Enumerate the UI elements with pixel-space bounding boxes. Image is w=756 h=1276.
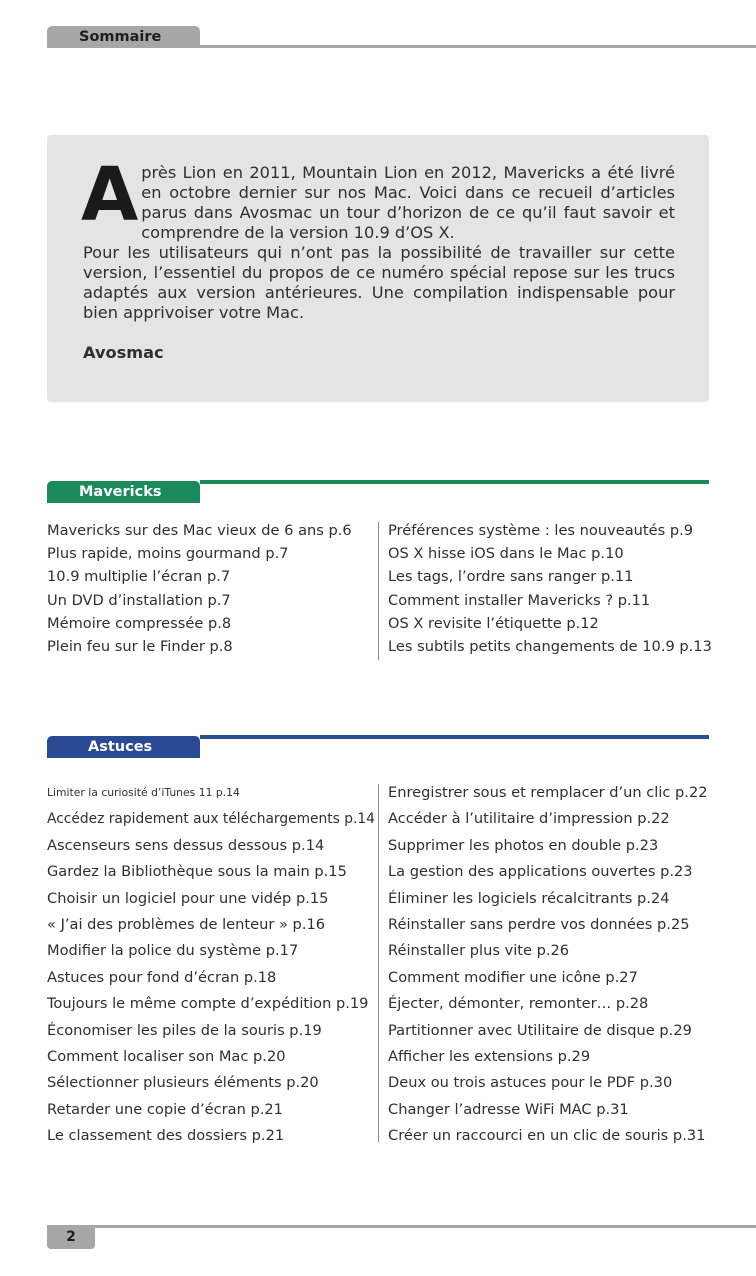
astuces-rule	[200, 735, 709, 739]
toc-entry[interactable]: Accédez rapidement aux téléchargements p.14	[47, 811, 375, 828]
toc-entry[interactable]: Accéder à l’utilitaire d’impression p.22	[388, 810, 670, 828]
toc-entry[interactable]: Choisir un logiciel pour une vidép p.15	[47, 889, 329, 907]
toc-entry[interactable]: Plus rapide, moins gourmand p.7	[47, 545, 289, 563]
toc-entry[interactable]: Plein feu sur le Finder p.8	[47, 637, 233, 655]
toc-entry[interactable]: Préférences système : les nouveautés p.9	[388, 522, 694, 539]
toc-entry[interactable]: Modifier la police du système p.17	[47, 942, 299, 960]
mavericks-column-divider	[378, 522, 379, 660]
toc-entry[interactable]: Afficher les extensions p.29	[388, 1047, 591, 1065]
toc-entry[interactable]: « J’ai des problèmes de lenteur » p.16	[47, 915, 326, 933]
intro-paragraph-1: près Lion en 2011, Mountain Lion en 2012, Mavericks a été livré en octobre dernier sur nos Mac. Voici dans ce recueil d’articles parus dans Avosmac un tour d’horizon de ce qu’il faut savoir et comprendre de la version 10.9 d’OS X.	[141, 163, 675, 242]
toc-entry[interactable]: Changer l’adresse WiFi MAC p.31	[388, 1100, 629, 1118]
toc-entry[interactable]: Réinstaller sans perdre vos données p.25	[388, 915, 690, 933]
header-rule	[200, 45, 756, 48]
intro-signature: Avosmac	[83, 343, 164, 362]
toc-entry[interactable]: Un DVD d’installation p.7	[47, 591, 231, 609]
section-tab-mavericks: Mavericks	[47, 481, 200, 503]
intro-text	[81, 152, 675, 323]
toc-entry[interactable]: La gestion des applications ouvertes p.23	[388, 863, 693, 881]
mavericks-rule	[200, 480, 709, 484]
toc-entry[interactable]: Limiter la curiosité d’iTunes 11 p.14	[47, 786, 240, 799]
toc-entry[interactable]: Astuces pour fond d’écran p.18	[47, 968, 277, 986]
toc-entry[interactable]: Comment installer Mavericks ? p.11	[388, 591, 651, 609]
mavericks-list-right	[388, 519, 712, 662]
page-number: 2	[47, 1225, 95, 1249]
toc-entry[interactable]: Comment localiser son Mac p.20	[47, 1047, 286, 1065]
section-tab-astuces: Astuces	[47, 736, 200, 758]
intro-box	[47, 135, 709, 402]
toc-entry[interactable]: Comment modifier une icône p.27	[388, 968, 638, 986]
toc-entry[interactable]: Éliminer les logiciels récalcitrants p.24	[388, 889, 670, 907]
astuces-list-left	[47, 780, 375, 1143]
toc-entry[interactable]: Deux ou trois astuces pour le PDF p.30	[388, 1074, 673, 1092]
astuces-column-divider	[378, 784, 379, 1142]
toc-entry[interactable]: Créer un raccourci en un clic de souris p.31	[388, 1127, 706, 1145]
toc-entry[interactable]: Sélectionner plusieurs éléments p.20	[47, 1074, 319, 1092]
toc-entry[interactable]: Réinstaller plus vite p.26	[388, 942, 570, 960]
toc-entry[interactable]: Supprimer les photos en double p.23	[388, 836, 659, 854]
toc-entry[interactable]: Éjecter, démonter, remonter… p.28	[388, 995, 649, 1013]
mavericks-list-left	[47, 519, 352, 662]
toc-entry[interactable]: Les subtils petits changements de 10.9 p.13	[388, 637, 712, 655]
intro-paragraph-2: Pour les utilisateurs qui n’ont pas la possibilité de travailler sur cette version, l’essentiel du propos de ce numéro spécial repose sur les trucs adaptés aux version antérieures. Une compilation indispensable pour bien apprivoiser votre Mac.	[83, 243, 675, 322]
toc-entry[interactable]: Ascenseurs sens dessus dessous p.14	[47, 836, 325, 854]
toc-entry[interactable]: Mémoire compressée p.8	[47, 614, 232, 632]
toc-entry[interactable]: Le classement des dossiers p.21	[47, 1127, 285, 1145]
astuces-list-right	[388, 780, 708, 1143]
toc-entry[interactable]: Gardez la Bibliothèque sous la main p.15	[47, 863, 347, 881]
toc-entry[interactable]: 10.9 multiplie l’écran p.7	[47, 568, 231, 586]
toc-entry[interactable]: Mavericks sur des Mac vieux de 6 ans p.6	[47, 522, 352, 539]
footer-rule	[95, 1225, 756, 1228]
toc-entry[interactable]: Les tags, l’ordre sans ranger p.11	[388, 568, 634, 586]
toc-entry[interactable]: Économiser les piles de la souris p.19	[47, 1021, 322, 1039]
toc-entry[interactable]: OS X revisite l’étiquette p.12	[388, 614, 599, 632]
toc-entry[interactable]: Retarder une copie d’écran p.21	[47, 1100, 283, 1118]
toc-entry[interactable]: OS X hisse iOS dans le Mac p.10	[388, 545, 624, 563]
toc-entry[interactable]: Toujours le même compte d’expédition p.19	[47, 995, 369, 1013]
dropcap: A	[81, 152, 139, 238]
section-tab-sommaire: Sommaire	[47, 26, 200, 48]
toc-entry[interactable]: Enregistrer sous et remplacer d’un clic p.22	[388, 784, 708, 801]
toc-entry[interactable]: Partitionner avec Utilitaire de disque p.29	[388, 1021, 692, 1039]
